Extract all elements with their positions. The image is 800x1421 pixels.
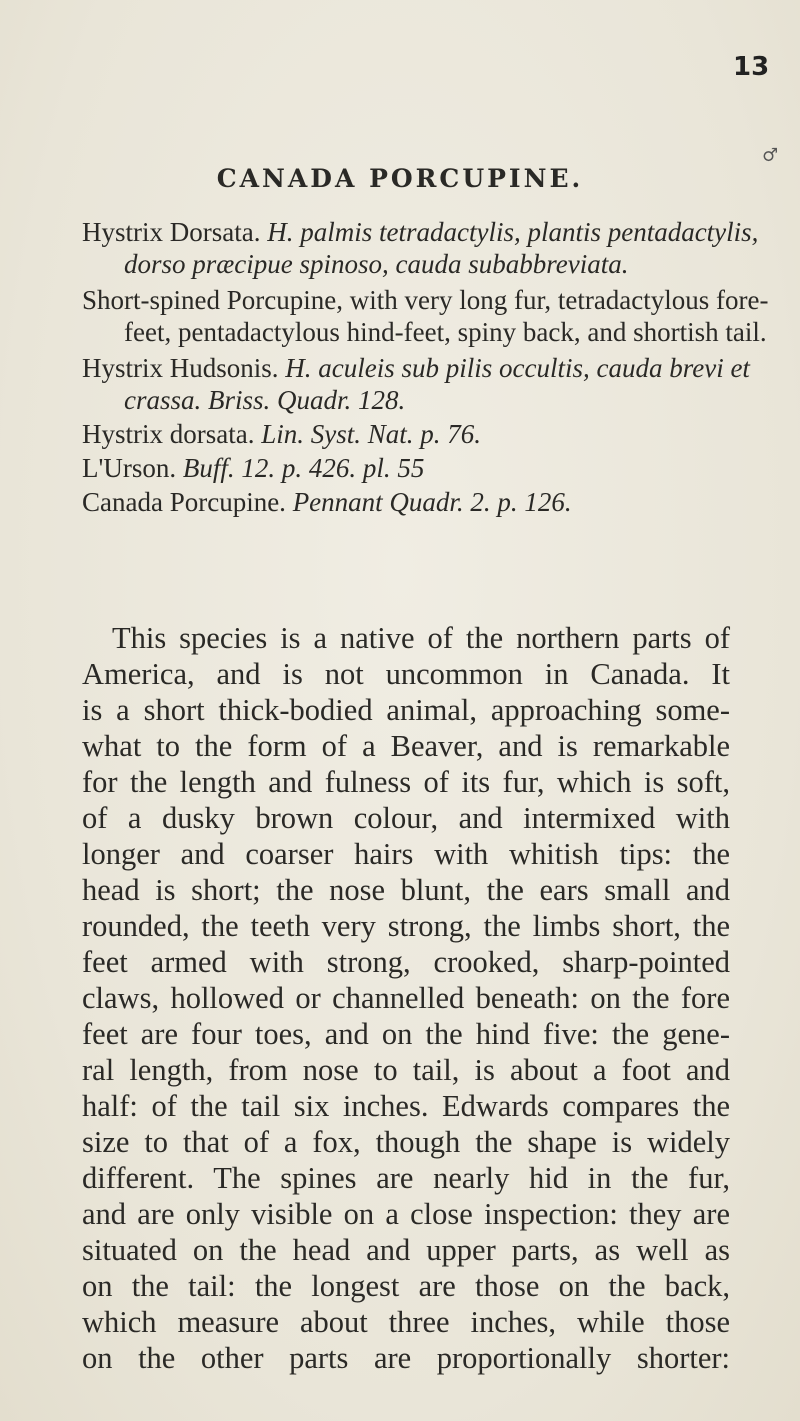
body-line: head is short; the nose blunt, the ears small and	[82, 873, 730, 907]
synonym-description: Buff. 12. p. 426. pl. 55	[182, 453, 425, 483]
synonym-line	[82, 418, 481, 450]
synonym-line	[82, 486, 572, 518]
body-line: America, and is not uncommon in Canada. It	[82, 657, 730, 691]
body-line: longer and coarser hairs with whitish tips: the	[82, 837, 730, 871]
page-title: CANADA PORCUPINE.	[216, 164, 584, 193]
page-number: 13	[733, 52, 770, 82]
body-line: situated on the head and upper parts, as well as	[82, 1233, 730, 1267]
body-line: claws, hollowed or channelled beneath: on the fore	[82, 981, 730, 1015]
body-line: half: of the tail six inches. Edwards compares the	[82, 1089, 730, 1123]
body-line: which measure about three inches, while those	[82, 1305, 730, 1339]
synonym-line	[124, 248, 628, 280]
synonym-name: Short-spined Porcupine, with very long fur, tetradactylous fore-	[82, 285, 769, 315]
body-line: of a dusky brown colour, and intermixed with	[82, 801, 730, 835]
synonym-name: Hystrix Hudsonis.	[82, 353, 286, 383]
synonym-description: crassa. Briss. Quadr. 128.	[124, 385, 406, 415]
synonym-name: Canada Porcupine.	[82, 487, 293, 517]
synonym-line	[82, 352, 750, 384]
synonym-line	[124, 384, 405, 416]
synonym-name: feet, pentadactylous hind-feet, spiny back, and shortish tail.	[124, 317, 767, 347]
synonym-name: L'Urson.	[82, 453, 183, 483]
synonym-description: H. aculeis sub pilis occultis, cauda brevi et	[285, 353, 750, 383]
body-line: feet armed with strong, crooked, sharp-pointed	[82, 945, 730, 979]
body-line: feet are four toes, and on the hind five: the gene-	[82, 1017, 730, 1051]
synonym-name: Hystrix Dorsata.	[82, 217, 268, 247]
synonym-line	[82, 284, 769, 316]
body-line: rounded, the teeth very strong, the limbs short, the	[82, 909, 730, 943]
body-line: on the tail: the longest are those on the back,	[82, 1269, 730, 1303]
margin-mark: ♂	[762, 145, 779, 166]
body-line: and are only visible on a close inspection: they are	[82, 1197, 730, 1231]
body-line: what to the form of a Beaver, and is remarkable	[82, 729, 730, 763]
body-line: for the length and fulness of its fur, which is soft,	[82, 765, 730, 799]
synonym-description: Pennant Quadr. 2. p. 126.	[292, 487, 572, 517]
synonym-line	[82, 216, 758, 248]
body-line: is a short thick-bodied animal, approaching some-	[82, 693, 730, 727]
synonym-description: Lin. Syst. Nat. p. 76.	[261, 419, 481, 449]
body-line: different. The spines are nearly hid in the fur,	[82, 1161, 730, 1195]
body-line: size to that of a fox, though the shape is widely	[82, 1125, 730, 1159]
synonym-line	[82, 452, 424, 484]
synonym-description: H. palmis tetradactylis, plantis pentadactylis,	[267, 217, 759, 247]
body-line: on the other parts are proportionally shorter:	[82, 1341, 730, 1375]
body-line: This species is a native of the northern parts of	[112, 621, 730, 655]
synonym-description: dorso præcipue spinoso, cauda subabbreviata.	[124, 249, 629, 279]
synonym-line	[124, 316, 767, 348]
synonym-name: Hystrix dorsata.	[82, 419, 262, 449]
body-line: ral length, from nose to tail, is about a foot and	[82, 1053, 730, 1087]
